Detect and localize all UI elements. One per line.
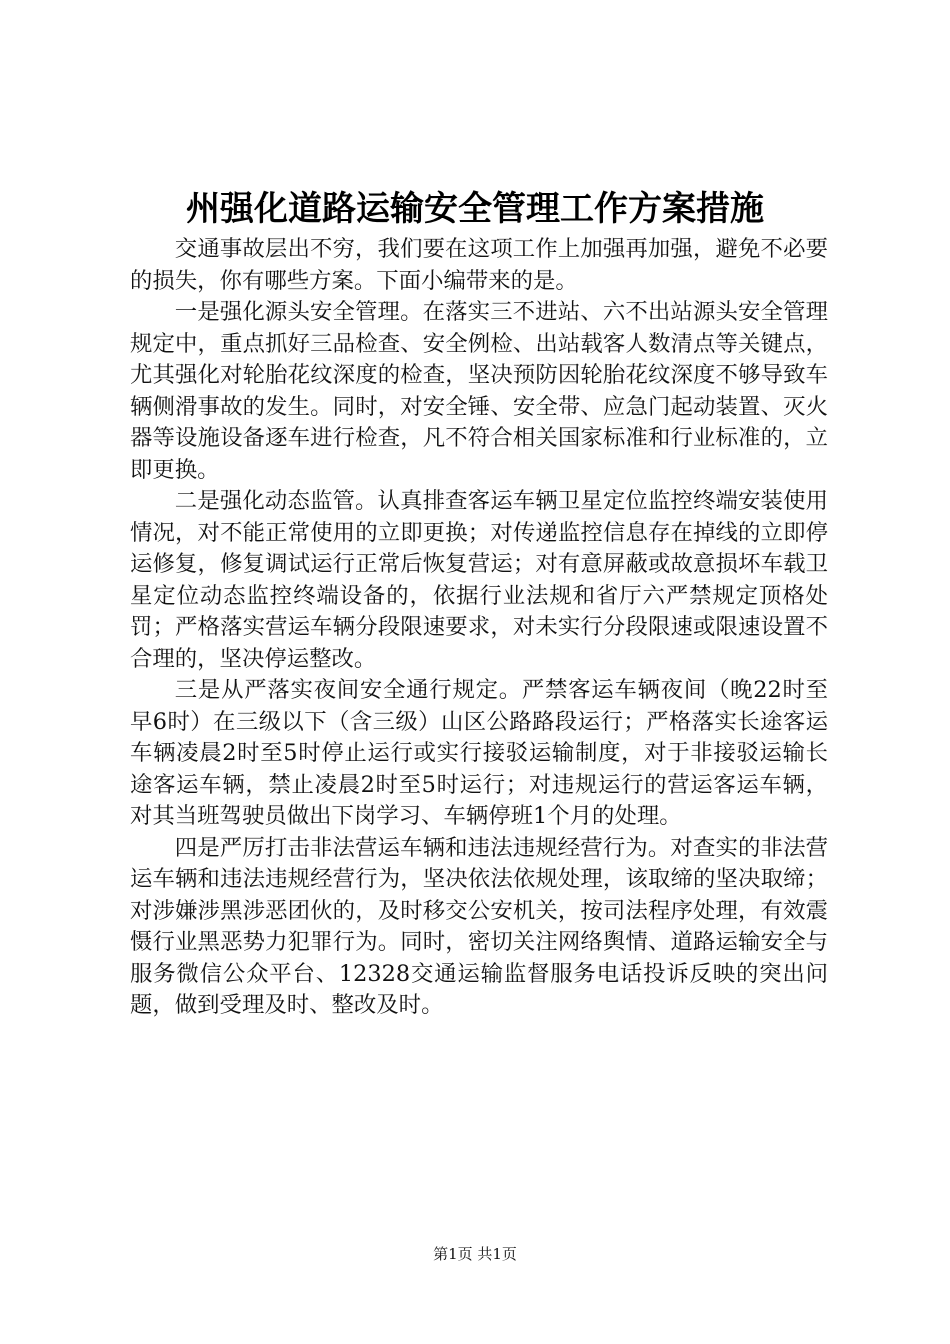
paragraph-dynamic-supervision: 二是强化动态监管。认真排查客运车辆卫星定位监控终端安装使用情况，对不能正常使用的立即更换；对传递监控信息存在掉线的立即停运修复，修复调试运行正常后恢复营运；对有意屏蔽或故意损坏车载卫星定位动态监控终端设备的，依据行业法规和省厅六严禁规定顶格处罚；严格落实营运车辆分段限速要求，对未实行分段限速或限速设置不合理的，坚决停运整改。 [130,488,828,672]
paragraph-source-safety: 一是强化源头安全管理。在落实三不进站、六不出站源头安全管理规定中，重点抓好三品检查、安全例检、出站载客人数清点等关键点，尤其强化对轮胎花纹深度的检查，坚决预防因轮胎花纹深度不够导致车辆侧滑事故的发生。同时，对安全锤、安全带、应急门起动装置、灭火器等设施设备逐车进行检查，凡不符合相关国家标准和行业标准的，立即更换。 [130,299,828,483]
document-body [130,234,828,1022]
document-title: 州强化道路运输安全管理工作方案措施 [186,189,764,229]
paragraph-night-travel: 三是从严落实夜间安全通行规定。严禁客运车辆夜间（晚22时至早6时）在三级以下（含三级）山区公路路段运行；严格落实长途客运车辆凌晨2时至5时停止运行或实行接驳运输制度，对于非接驳运输长途客运车辆，禁止凌晨2时至5时运行；对违规运行的营运客运车辆，对其当班驾驶员做出下岗学习、车辆停班1个月的处理。 [130,677,828,829]
page-footer: 第1页 共1页 [433,1245,517,1263]
paragraph-intro: 交通事故层出不穷，我们要在这项工作上加强再加强，避免不必要的损失，你有哪些方案。下面小编带来的是。 [130,236,828,294]
paragraph-illegal-operation: 四是严厉打击非法营运车辆和违法违规经营行为。对查实的非法营运车辆和违法违规经营行为，坚决依法依规处理，该取缔的坚决取缔；对涉嫌涉黑涉恶团伙的，及时移交公安机关，按司法程序处理，有效震慑行业黑恶势力犯罪行为。同时，密切关注网络舆情、道路运输安全与服务微信公众平台、12328交通运输监督服务电话投诉反映的突出问题，做到受理及时、整改及时。 [130,834,828,1018]
